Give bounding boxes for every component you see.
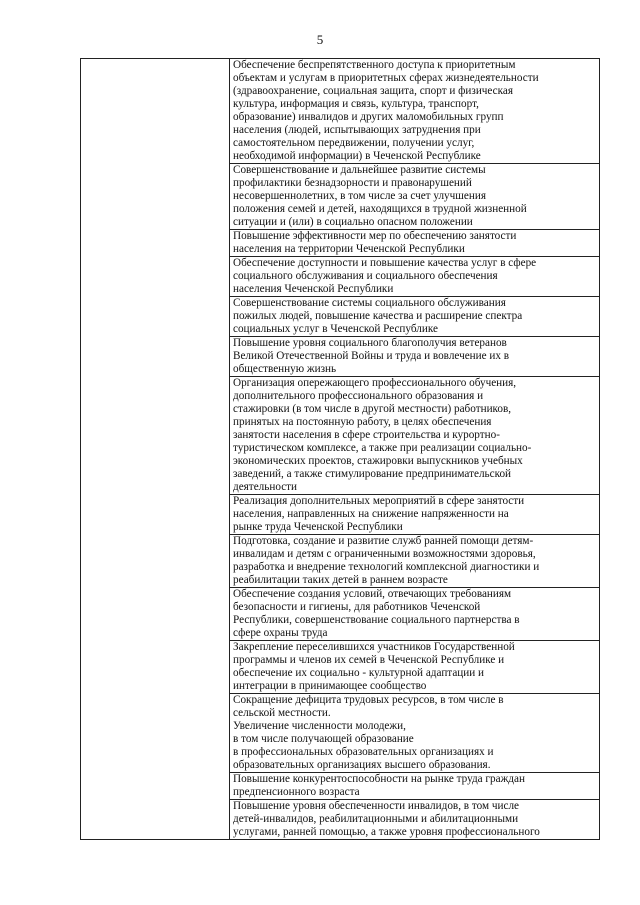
goal-text-line: предпенсионного возраста bbox=[233, 786, 360, 798]
goal-text-line: Реализация дополнительных мероприятий в сфере занятости bbox=[233, 495, 525, 507]
goal-cell bbox=[230, 641, 600, 694]
goal-text-line: туристическом комплексе, а также при реализации социально- bbox=[233, 442, 532, 454]
goal-text-line: принятых на постоянную работу, в целях обеспечения bbox=[233, 416, 492, 428]
goal-text-line: заведений, а также стимулирование предпринимательской bbox=[233, 468, 512, 480]
goal-text-line: Закрепление переселившихся участников Государственной bbox=[233, 641, 515, 653]
goal-text-line: Подготовка, создание и развитие служб ранней помощи детям- bbox=[233, 535, 534, 547]
goal-cell bbox=[230, 535, 600, 588]
goal-text-line: в профессиональных образовательных организациях и bbox=[233, 746, 494, 758]
goal-text-line: общественную жизнь bbox=[233, 363, 337, 375]
goal-text-line: Великой Отечественной Войны и труда и вовлечение их в bbox=[233, 350, 510, 362]
goal-text-line: программы и членов их семей в Чеченской Республике и bbox=[233, 654, 505, 666]
goal-text-line: социального обслуживания и социального обеспечения bbox=[233, 270, 498, 282]
goal-text-line: культура, информация и связь, культура, транспорт, bbox=[233, 98, 479, 110]
goal-text-line: образовательных организациях высшего образования. bbox=[233, 759, 491, 771]
goal-text-line: населения на территории Чеченской Республики bbox=[233, 243, 465, 255]
goal-cell bbox=[230, 59, 600, 164]
goal-text-line: Повышение конкурентоспособности на рынке труда граждан bbox=[233, 773, 525, 785]
goal-text-line: инвалидам и детям с ограниченными возможностями здоровья, bbox=[233, 548, 536, 560]
goal-text-line: рынке труда Чеченской Республики bbox=[233, 521, 403, 533]
goal-text-line: безопасности и гигиены, для работников Чеченской bbox=[233, 601, 481, 613]
goal-text-line: Совершенствование и дальнейшее развитие системы bbox=[233, 164, 486, 176]
goal-text-line: пожилых людей, повышение качества и расширение спектра bbox=[233, 310, 523, 322]
goal-text-line: Обеспечение создания условий, отвечающих требованиям bbox=[233, 588, 512, 600]
goal-text-line: занятости населения в сфере строительства и курортно- bbox=[233, 429, 500, 441]
goal-text-line: в том числе получающей образование bbox=[233, 733, 414, 745]
goal-text-line: объектам и услугам в приоритетных сферах жизнедеятельности bbox=[233, 72, 539, 84]
goal-text-line: Обеспечение беспрепятственного доступа к приоритетным bbox=[233, 59, 516, 71]
goal-cell bbox=[230, 694, 600, 773]
goal-text-line: населения (людей, испытывающих затруднения при bbox=[233, 124, 481, 136]
goal-text-line: образование) инвалидов и других маломобильных групп bbox=[233, 111, 504, 123]
goal-cell bbox=[230, 337, 600, 377]
table-row bbox=[81, 59, 600, 164]
goal-cell bbox=[230, 164, 600, 230]
empty-left-cell bbox=[81, 59, 230, 840]
goal-text-line: Повышение уровня обеспеченности инвалидов, в том числе bbox=[233, 800, 519, 812]
goal-text-line: разработка и внедрение технологий комплексной диагностики и bbox=[233, 561, 540, 573]
table-body bbox=[81, 59, 600, 840]
goal-text-line: экономических проектов, стажировки выпускников учебных bbox=[233, 455, 523, 467]
goal-text-line: детей-инвалидов, реабилитационными и абилитационными bbox=[233, 813, 519, 825]
goal-text-line: сфере охраны труда bbox=[233, 627, 328, 639]
goal-text-line: Повышение эффективности мер по обеспечению занятости bbox=[233, 230, 517, 242]
goal-text-line: населения Чеченской Республики bbox=[233, 283, 394, 295]
goal-cell bbox=[230, 257, 600, 297]
goal-cell bbox=[230, 495, 600, 535]
goal-text-line: (здравоохранение, социальная защита, спорт и физическая bbox=[233, 85, 514, 97]
goal-cell bbox=[230, 230, 600, 257]
goal-text-line: социальных услуг в Чеченской Республике bbox=[233, 323, 438, 335]
goal-cell bbox=[230, 773, 600, 800]
goal-text-line: деятельности bbox=[233, 481, 298, 493]
goals-table bbox=[80, 58, 600, 840]
goal-cell bbox=[230, 800, 600, 840]
goal-text-line: самостоятельном передвижении, получении услуг, bbox=[233, 137, 475, 149]
goal-text-line: Совершенствование системы социального обслуживания bbox=[233, 297, 506, 309]
goal-text-line: дополнительного профессионального образования и bbox=[233, 390, 484, 402]
goal-text-line: несовершеннолетних, в том числе за счет улучшения bbox=[233, 190, 486, 202]
goal-text-line: необходимой информации) в Чеченской Республике bbox=[233, 150, 481, 162]
goal-cell bbox=[230, 377, 600, 495]
goal-text-line: сельской местности. bbox=[233, 707, 331, 719]
goal-cell bbox=[230, 588, 600, 641]
goal-text-line: ситуации и (или) в социально опасном положении bbox=[233, 216, 473, 228]
goal-text-line: стажировки (в том числе в другой местности) работников, bbox=[233, 403, 512, 415]
goal-text-line: услугами, ранней помощью, а также уровня профессионального bbox=[233, 826, 540, 838]
goal-text-line: положения семей и детей, находящихся в трудной жизненной bbox=[233, 203, 527, 215]
goal-text-line: населения, направленных на снижение напряженности на bbox=[233, 508, 509, 520]
goal-text-line: интеграции в принимающее сообщество bbox=[233, 680, 427, 692]
goal-text-line: Увеличение численности молодежи, bbox=[233, 720, 406, 732]
goal-text-line: обеспечение их социально - культурной адаптации и bbox=[233, 667, 485, 679]
goal-text-line: профилактики безнадзорности и правонарушений bbox=[233, 177, 472, 189]
page-number: 5 bbox=[316, 32, 324, 47]
goal-text-line: Сокращение дефицита трудовых ресурсов, в том числе в bbox=[233, 694, 504, 706]
goal-text-line: Обеспечение доступности и повышение качества услуг в сфере bbox=[233, 257, 537, 269]
goal-text-line: Республики, совершенствование социального партнерства в bbox=[233, 614, 520, 626]
goal-cell bbox=[230, 297, 600, 337]
goal-text-line: реабилитации таких детей в раннем возрасте bbox=[233, 574, 448, 586]
goal-text-line: Повышение уровня социального благополучия ветеранов bbox=[233, 337, 507, 349]
goal-text-line: Организация опережающего профессионального обучения, bbox=[233, 377, 517, 389]
